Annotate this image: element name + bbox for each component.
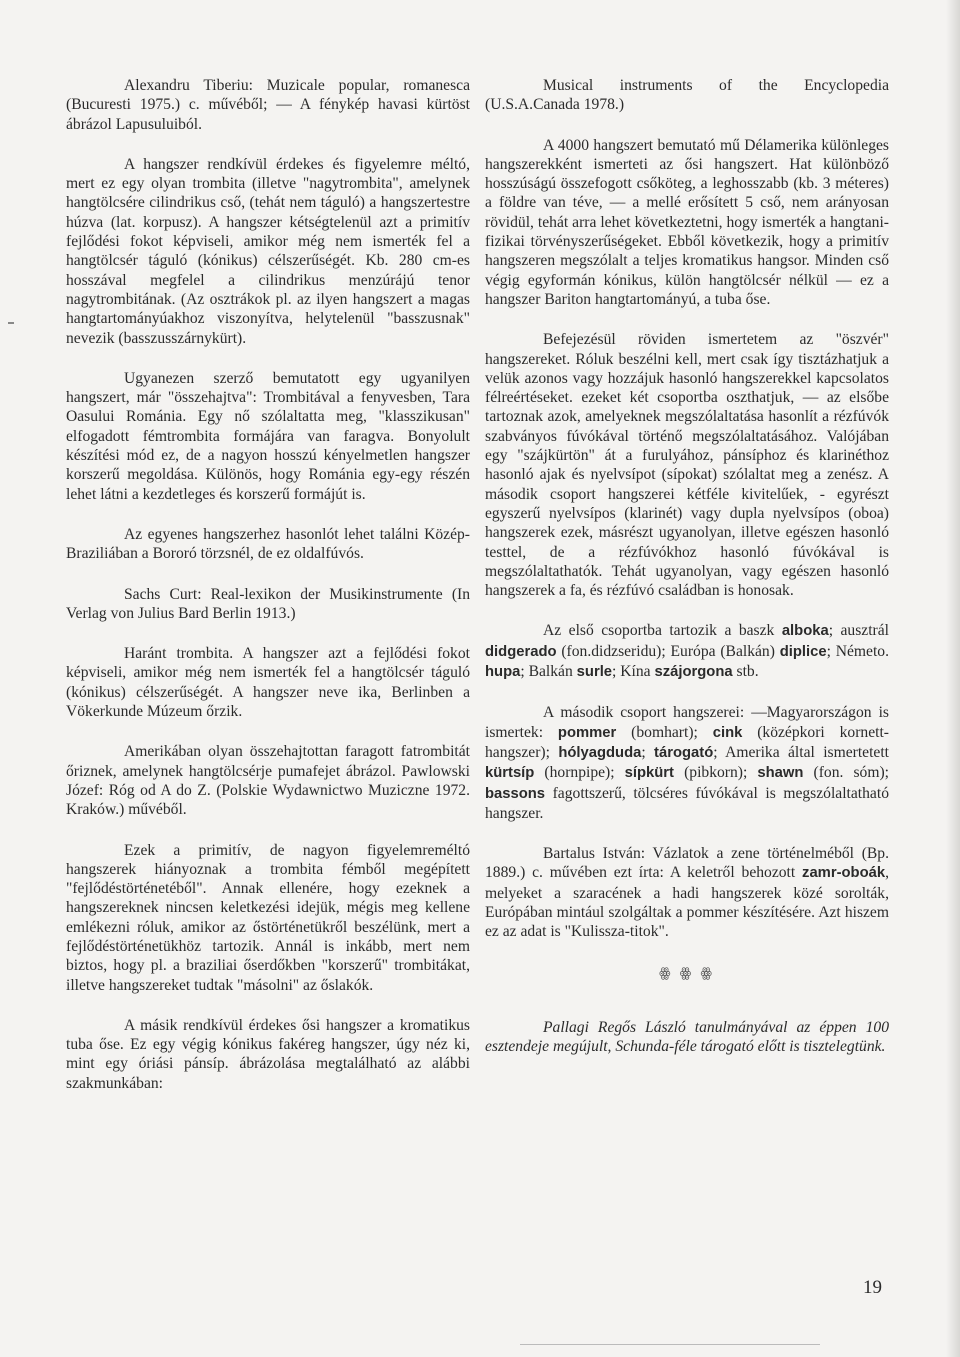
paragraph	[66, 644, 470, 721]
text-segment: ; Németo.	[826, 642, 889, 660]
dedication-note: Pallagi Regős László tanulmányával az éppen 100 esztendeje megújult, Schunda-féle tárogató előtt is tisztelegtünk.	[485, 1018, 889, 1056]
text-segment: (fon.didzseridu); Európa (Balkán)	[556, 642, 780, 660]
page-edge-shadow	[946, 0, 960, 1357]
text-segment: (középkori kornett-hangszer);	[485, 723, 889, 761]
text-segment: A második csoport hangszerei: —Magyarországon is ismertek:	[485, 704, 889, 741]
margin-mark	[8, 322, 14, 324]
text-segment: (fon. sóm);	[803, 764, 889, 782]
text-segment: ; ausztrál	[828, 622, 889, 640]
text-segment: Haránt trombita. A hangszer azt a fejlődési fokot képviseli, amikor még nem ismerték fel a hangtölcsér táguló (kónikus) célszerűségét. A hangszer neve ika, Berlinben a Vökerkunde Múzeum őrzik.	[66, 645, 470, 721]
paragraph	[66, 369, 470, 504]
instrument-name: kürtsíp	[485, 765, 535, 782]
text-segment: A hangszer rendkívül érdekes és figyelemre méltó, mert ez egy olyan trombita (illetve "nagytrombita", amelynek hangtölcsére cilindrikus cső, (tehát nem táguló) a hangszertestre húzva (lat. korpusz). A hangszer kétségtelenül azt a primitív fejlődési fokot képviseli, amikor még nem ismerték fel a hangtölcsér táguló (kónikus) célszerűségét. Kb. 280 cm-es hosszával megfelel a cilindrikus menzúrájú tenor nagytrombitának. (Az osztrákok pl. az ilyen hangszert a magas hangtartományúakhoz viszonyítva, helytelenül "basszusnak" nevezik (basszusszárnykürt).	[66, 155, 470, 347]
instrument-name: surle	[576, 664, 613, 681]
paragraph	[485, 844, 889, 941]
paragraph	[485, 76, 889, 115]
bottom-scan-line	[520, 1344, 820, 1345]
instrument-name: bassons	[485, 785, 546, 802]
instrument-name: cink	[712, 724, 743, 741]
text-segment: , melyeket a szaracének a hadi hangszerek közé sorolták, Európában mintául szolgáltak a pommer készítésére. Azt hiszem ez az adat is "Kulissza-titok".	[485, 864, 889, 941]
paragraph	[66, 155, 470, 348]
instrument-name: szájorgona	[654, 664, 733, 681]
page-number: 19	[863, 1277, 882, 1298]
text-segment: (hornpipe);	[534, 764, 625, 782]
text-segment: (bomhart);	[616, 723, 713, 741]
text-segment: ; Kína	[612, 663, 655, 681]
right-column-paragraphs	[485, 76, 889, 942]
text-segment: Amerikában olyan összehajtottan faragott fatrombitát őriznek, amelynek hangtölcsérje pumafejet ábrázol. Pawlowski Józef: Róg od A do Z. (Polskie Wydawnictwo Muziczne 1972. Kraków.) művéből.	[66, 743, 470, 819]
instrument-name: shawn	[757, 765, 804, 782]
text-segment: Az első csoportba tartozik a baszk	[543, 622, 782, 640]
paragraph	[485, 621, 889, 682]
text-segment: ;	[641, 743, 655, 761]
paragraph	[66, 76, 470, 134]
text-segment: stb.	[732, 663, 759, 681]
paragraph	[66, 525, 470, 564]
instrument-name: didgerado	[485, 643, 557, 660]
text-segment: Befejezésül röviden ismertetem az "öszvér" hangszereket. Róluk beszélni kell, mert csak így tisztázhatjuk a velük azonos vagy hozzájuk hasonló hangszerekkel kapcsolatos félreértéseket. ezeket két csoportba oszthatjuk, — az elsőbe tartoznak azok, amelyeknek megszólaltatása hasonlít a rézfúvók szabványos fúvókával történő megszólaltatásához. Valójában egy "szájkürtön" át a furulyához, pánsíphoz és klarinéthoz hasonló ajak és nyelvsípot (sípokat) szólaltat meg a zenész. A második csoport hangszerei kétféle kivitelűek, - egyrészt egyszerű nyelvsípos (klarinét) vagy dupla nyelvsípos (oboa) hangszerek ezek, másrészt ugyanolyan, illetve egészen hasonló testtel, de a rézfúvókhoz hasonló fúvókával is megszólaltathatók. Tehát ugyanolyan, vagy egészen hasonló hangszerek a fa, és rézfúvó családban is honosak.	[485, 331, 889, 600]
text-segment: Ugyanezen szerző bemutatott egy ugyanilyen hangszert, már "összehajtva": Trombitával a fenyvesben, Tara Oasului Románia. Egy nő szólaltatta meg, "klasszikusan" elfogadott fémtrombita formájára van faragva. Bonyolult készítési mód ez, de a nagyon hosszú kényelmetlen hangszer korszerű megoldása. Különös, hogy Románia egy-egy részén lehet látni a kezdetleges és korszerű formájút is.	[66, 369, 470, 503]
instrument-name: hólyagduda	[558, 744, 642, 761]
paragraph	[66, 1016, 470, 1093]
text-segment: A másik rendkívül érdekes ősi hangszer a kromatikus tuba őse. Ez egy végig kónikus fakéreg hangszer, úgy néz ki, mint egy óriási pánsíp. ábrázolása megtalálható az alábbi szakmunkában:	[66, 1016, 470, 1092]
instrument-name: pommer	[557, 724, 617, 741]
text-segment: ; Balkán	[520, 663, 577, 681]
instrument-name: hupa	[485, 664, 521, 681]
right-column	[485, 76, 889, 1077]
paragraph	[485, 703, 889, 823]
instrument-name: tárogató	[654, 744, 714, 761]
paragraph	[66, 742, 470, 819]
text-segment: fagottszerű, tölcséres fúvókával is megszólaltatható hangszer.	[485, 784, 889, 822]
instrument-name: diplice	[779, 643, 827, 660]
paragraph	[66, 585, 470, 624]
text-segment: Musical instruments of the Encyclopedia (U.S.A.Canada 1978.)	[485, 77, 889, 114]
paragraph	[485, 136, 889, 310]
text-segment: Ezek a primitív, de nagyon figyelemreméltó hangszerek hiányoznak a trombita fémből megépített "fejlődéstörténetéből". Annak ellenére, hogy ezeknek a hangszereknek nincsen keletkezési idejük, mégis meg kellene emlékezni róluk, amikor az őstörténetükről beszélünk, mert a fejlődéstörténetükhöz tartozik. Annál is inkább, mert nem biztos, hogy pl. a braziliai őserdőkben "korszerű" trombitákat, illetve hangszereket tudtak "másolni" az őslakók.	[66, 841, 470, 994]
text-segment: Sachs Curt: Real-lexikon der Musikinstrumente (In Verlag von Julius Bard Berlin 1913.)	[66, 585, 470, 622]
left-column	[66, 76, 470, 1114]
paragraph	[66, 841, 470, 995]
text-segment: ; Amerika által ismertetett	[713, 743, 890, 761]
ornament-divider: ꙮ ꙮ ꙮ	[659, 964, 715, 980]
instrument-name: alboka	[781, 623, 829, 640]
text-segment: Bartalus István: Vázlatok a zene történelméből (Bp. 1889.) c. művében ezt írta: A keletről behozott	[485, 845, 889, 882]
instrument-name: sípkürt	[624, 765, 674, 782]
instrument-name: zamr-oboák	[802, 865, 886, 882]
paragraph	[485, 330, 889, 600]
text-segment: (pibkorn);	[674, 764, 758, 782]
text-segment: Az egyenes hangszerhez hasonlót lehet találni Közép-Braziliában a Bororó törzsnél, de ez oldalfúvós.	[66, 525, 470, 563]
text-segment: Alexandru Tiberiu: Muzicale popular, romanesca (Bucuresti 1975.) c. művéből; — A fénykép havasi kürtöst ábrázol Lapusuluiból.	[66, 77, 470, 133]
text-segment: A 4000 hangszert bemutató mű Délamerika különleges hangszerekként ismerteti az ősi hangszert. Hat különböző hosszúságú összefogott csőköteg, a leghosszabb (kb. 3 méteres) a földre van téve, — a mellé erősített 5 cső, nem arányosan rövidül, tehát arra lehet következtetni, hogy ismerték a hangtani-fizikai törvényszerűségeket. Ebből következik, hogy a primitív hangszeren megszólalt a teljes kromatikus hangsor. Minden cső végig egyformán kónikus, külön hangtölcsér nélkül — ez a hangszer Bariton hangtartományú, a tuba őse.	[485, 136, 889, 308]
